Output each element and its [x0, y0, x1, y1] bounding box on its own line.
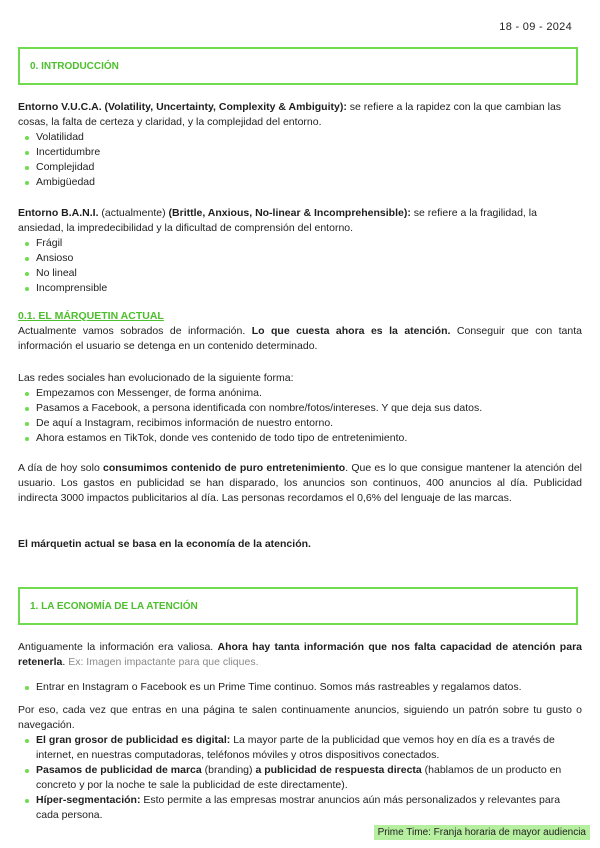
list-item: Ahora estamos en TikTok, donde ves contenido de todo tipo de entretenimiento. [18, 431, 582, 446]
text: La mayor parte de la publicidad que vemos hoy en día es a través de internet, en nuestras computadoras, teléfonos móviles y otros dispositivos conectados. [36, 734, 555, 761]
ads-paragraph [18, 703, 582, 733]
paragraph [18, 537, 582, 552]
bani-text: se refiere a la fragilidad, la ansiedad, la impredecibilidad y la dificultad de comprensión del entorno. [18, 207, 537, 234]
list-item [18, 733, 582, 763]
text: Conseguir que con tanta información el usuario se detenga en un contenido determinado. [18, 325, 582, 352]
list-item: Ansioso [18, 251, 582, 266]
bold-text: Pasamos de publicidad de marca [36, 764, 202, 776]
paragraph: Las redes sociales han evolucionado de la siguiente forma: [18, 372, 294, 384]
bani-list [18, 236, 582, 296]
vuca-paragraph [18, 100, 582, 130]
text: . [62, 656, 69, 668]
section-title: 0. INTRODUCCIÓN [30, 60, 119, 72]
economia-intro [18, 640, 582, 670]
ads-list [18, 733, 582, 823]
bold-text: El márquetin actual se basa en la economía de la atención. [18, 538, 311, 550]
social-evolution-block [18, 371, 582, 446]
list-item: Incertidumbre [18, 145, 582, 160]
bold-text: Lo que cuesta ahora es la atención. [251, 325, 451, 337]
text: Esto permite a las empresas mostrar anuncios aún más personalizados y relevantes para cada persona. [36, 794, 561, 821]
ads-list-block [18, 733, 582, 823]
social-list [18, 386, 582, 446]
text: (hablamos de un producto en concreto y por la noche te sale la publicidad de este directamente). [36, 764, 562, 791]
bani-block [18, 206, 582, 296]
bani-note: (actualmente) [98, 207, 169, 219]
bani-paragraph [18, 206, 582, 236]
bold-text: a publicidad de respuesta directa [255, 764, 422, 776]
list-item: Incomprensible [18, 281, 582, 296]
section-title: 1. LA ECONOMÍA DE LA ATENCIÓN [30, 600, 198, 612]
paragraph [18, 640, 582, 670]
section-heading-economia [18, 587, 578, 625]
text: (branding) [201, 764, 256, 776]
subsection-title: 0.1. EL MÁRQUETIN ACTUAL [18, 310, 164, 322]
list-item: Empezamos con Messenger, de forma anónima. [18, 386, 582, 401]
list-item [18, 793, 582, 823]
paragraph [18, 324, 582, 354]
section-0-1 [18, 309, 582, 354]
text: A día de hoy solo [18, 462, 104, 474]
section-heading-introduccion [18, 47, 578, 85]
list-item: Volatilidad [18, 130, 582, 145]
list-item: Ambigüedad [18, 175, 582, 190]
text: Actualmente vamos sobrados de información. [18, 325, 252, 337]
conclusion-paragraph [18, 537, 582, 552]
vuca-text: se refiere a la rapidez con la que cambian las cosas, la falta de certeza y claridad, y la complejidad del entorno. [18, 101, 562, 128]
entertainment-paragraph [18, 461, 582, 506]
bold-text: consumimos contenido de puro entretenimiento [103, 462, 346, 474]
paragraph: Por eso, cada vez que entras en una página te salen continuamente anuncios, siguiendo un patrón sobre tu gusto o navegación. [18, 704, 582, 731]
footnote-prime-time: Prime Time: Franja horaria de mayor audiencia [374, 825, 590, 840]
example-text: Ex: Imagen impactante para que cliques. [68, 656, 259, 668]
list-item: Frágil [18, 236, 582, 251]
text: . Que es lo que consigue mantener la atención del usuario. Los gastos en publicidad se han disparado, los anuncios son continuos, 400 anuncios al día. Publicidad indirecta 3000 impactos publicitarios al día. Las personas recordamos el 0,6% del lenguaje de las marcas. [18, 462, 583, 504]
vuca-list [18, 130, 582, 190]
paragraph [18, 461, 582, 506]
text: Antiguamente la información era valiosa. [18, 641, 218, 653]
list-item: Pasamos a Facebook, a persona identificada con nombre/fotos/intereses. Y que deja sus datos. [18, 401, 582, 416]
bani-expansion: (Brittle, Anxious, No-linear & Incomprehensible): [168, 207, 411, 219]
bold-text: Híper-segmentación: [36, 794, 141, 806]
list-item: No lineal [18, 266, 582, 281]
document-date: 18 - 09 - 2024 [499, 21, 572, 33]
list-item: Entrar en Instagram o Facebook es un Prime Time continuo. Somos más rastreables y regalamos datos. [18, 680, 582, 695]
vuca-term: Entorno V.U.C.A. (Volatility, Uncertainty, Complexity & Ambiguity): [18, 101, 347, 113]
list-item [18, 763, 582, 793]
list-item: Complejidad [18, 160, 582, 175]
vuca-block [18, 100, 582, 190]
prime-time-list [18, 680, 582, 695]
list [18, 680, 582, 695]
list-item: De aquí a Instagram, recibimos información de nuestro entorno. [18, 416, 582, 431]
bold-text: Ahora hay tanta información que nos falta capacidad de atención para retenerla [18, 641, 582, 668]
bold-text: El gran grosor de publicidad es digital: [36, 734, 231, 746]
bani-term: Entorno B.A.N.I. [18, 207, 99, 219]
